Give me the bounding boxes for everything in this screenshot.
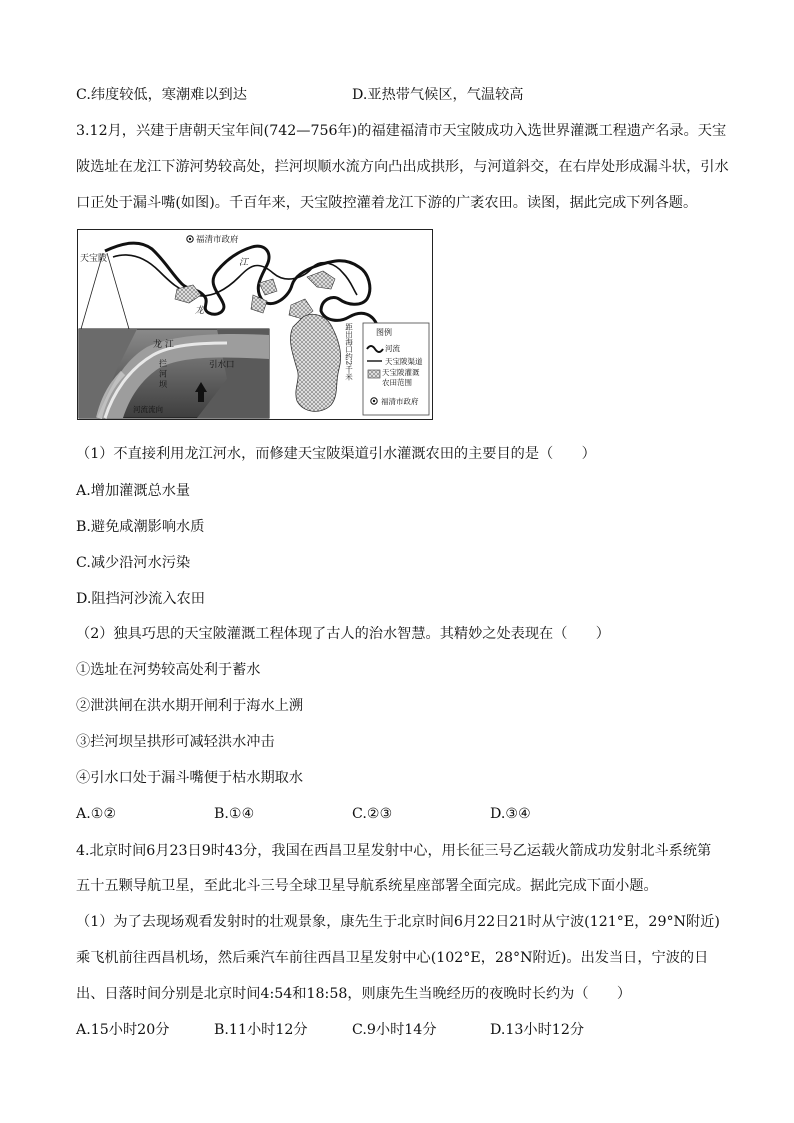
- q3-sub2-item-2: ②泄洪闸在洪水期开闸利于海水上溯: [76, 698, 304, 714]
- q3-sub1-option-b: B.避免咸潮影响水质: [76, 519, 205, 535]
- q3-sub2-item-3: ③拦河坝呈拱形可减轻洪水冲击: [76, 734, 275, 750]
- q4-sub1-option-a: A.15小时20分: [76, 1022, 170, 1038]
- option-d-prev: D.亚热带气候区，气温较高: [352, 87, 524, 103]
- legend-canal-label: 天宝陂渠道: [385, 357, 423, 366]
- q3-sub1-stem: （1）不直接利用龙江河水，而修建天宝陂渠道引水灌溉农田的主要目的是（ ）: [76, 446, 596, 462]
- tianbaopi-map-figure: [77, 229, 433, 420]
- q3-sub2-stem: （2）独具巧思的天宝陂灌溉工程体现了古人的治水智慧。其精妙之处表现在（ ）: [76, 626, 610, 642]
- legend-title: 图例: [376, 328, 392, 337]
- q3-sub2-option-c: C.②③: [352, 806, 393, 822]
- q4-sub1-option-b: B.11小时12分: [214, 1022, 308, 1038]
- inset-dam-label: 拦 河 坝: [158, 359, 168, 389]
- jiang-char-label: 江: [239, 258, 249, 268]
- inset-longjiang-label: 龙 江: [153, 340, 174, 350]
- q3-intro-line-1: 3.12月，兴建于唐朝天宝年间(742—756年)的福建福清市天宝陂成功入选世界灌溉工程遗产名录。天宝: [76, 123, 727, 139]
- legend-river-label: 河流: [385, 344, 400, 353]
- q3-sub1-option-d: D.阻挡河沙流入农田: [76, 591, 205, 607]
- long-char-label: 龙: [195, 306, 205, 316]
- distance-label: 距出海口约2千米: [344, 323, 354, 381]
- inset-intake-label: 引水口: [209, 360, 235, 370]
- q3-sub1-option-c: C.减少沿河水污染: [76, 555, 191, 571]
- q3-intro-line-3: 口正处于漏斗嘴(如图)。千百年来，天宝陂控灌着龙江下游的广袤农田。读图，据此完成下列各题。: [76, 195, 698, 211]
- inset-flow-label: 河流流向: [133, 405, 163, 414]
- q4-sub1-stem-line-2: 乘飞机前往西昌机场，然后乘汽车前往西昌卫星发射中心(102°E，28°N附近)。出发当日，宁波的日: [76, 950, 709, 966]
- q3-sub2-item-1: ①选址在河势较高处利于蓄水: [76, 662, 261, 678]
- q4-sub1-stem-line-1: （1）为了去现场观看发射时的壮观景象，康先生于北京时间6月22日21时从宁波(121°E，29°N附近): [76, 914, 720, 930]
- tianbaopi-label: 天宝陂: [80, 254, 108, 264]
- q3-sub2-option-d: D.③④: [490, 806, 531, 822]
- q3-intro-line-2: 陂选址在龙江下游河势较高处，拦河坝顺水流方向凸出成拱形，与河道斜交，在右岸处形成漏斗状，引水: [76, 159, 729, 175]
- q4-sub1-stem-line-3: 出、日落时间分别是北京时间4:54和18:58，则康先生当晚经历的夜晚时长约为（ ）: [76, 986, 632, 1002]
- q4-sub1-option-d: D.13小时12分: [490, 1022, 585, 1038]
- fuqing-gov-marker: [187, 236, 193, 242]
- fuqing-gov-label: 福清市政府: [196, 235, 239, 245]
- legend-farmland-symbol: [368, 370, 380, 378]
- farmland-area-6: [290, 314, 340, 411]
- option-c-prev: C.纬度较低，寒潮难以到达: [76, 87, 247, 103]
- q4-intro-line-2: 五十五颗导航卫星，至此北斗三号全球卫星导航系统星座部署全面完成。据此完成下面小题。: [76, 878, 658, 894]
- q3-sub2-option-a: A.①②: [76, 806, 117, 822]
- legend-gov-label: 福清市政府: [381, 397, 419, 406]
- q4-intro-line-1: 4.北京时间6月23日9时43分，我国在西昌卫星发射中心，用长征三号乙运载火箭成功发射北斗系统第: [76, 843, 712, 859]
- q3-sub2-option-b: B.①④: [214, 806, 255, 822]
- q3-sub1-option-a: A.增加灌溉总水量: [76, 483, 191, 499]
- legend-farmland-label: 天宝陂灌溉农田范围: [382, 368, 420, 387]
- q4-sub1-option-c: C.9小时14分: [352, 1022, 437, 1038]
- inset-photo: [79, 329, 269, 418]
- q3-sub2-item-4: ④引水口处于漏斗嘴便于枯水期取水: [76, 770, 304, 786]
